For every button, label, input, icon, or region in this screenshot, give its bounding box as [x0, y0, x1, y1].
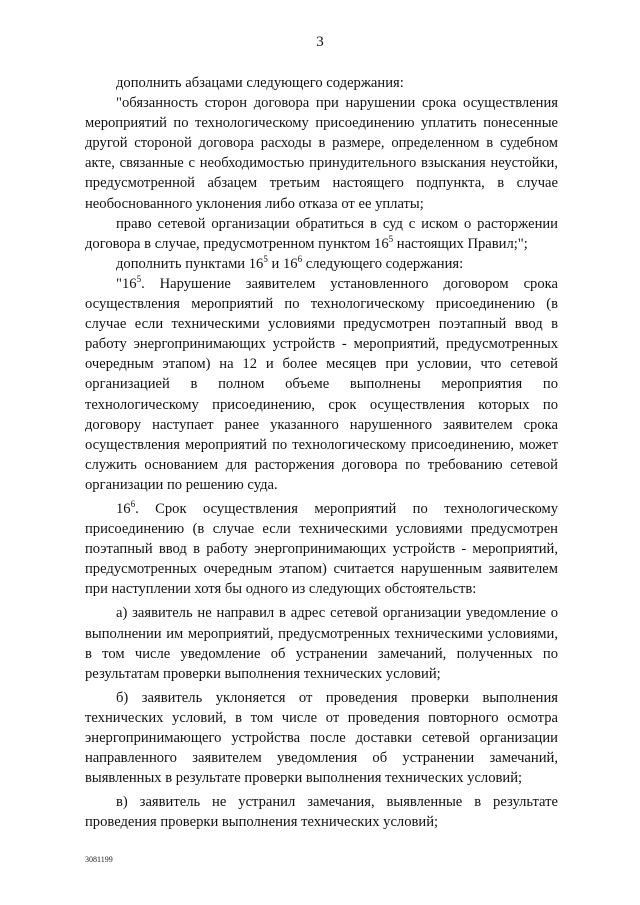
superscript: 6	[297, 253, 303, 264]
paragraph-right-to-sue	[85, 214, 558, 254]
page-number: 3	[316, 34, 324, 50]
point-number: 16	[116, 500, 131, 517]
point-16-6-text: . Срок осуществления мероприятий по технологическому присоединению (в случае если техническими условиями предусмотрен поэтапный ввод в работу энергопринимающих устройств - мероприятий, предусмотренных очередным этапом) считается нарушенным заявителем при наступлении хотя бы одного из следующих обстоятельств:	[85, 500, 558, 598]
superscript: 5	[263, 253, 268, 264]
add-points-text: дополнить пунктами 16	[116, 255, 264, 272]
superscript: 5	[136, 273, 142, 284]
document-body	[85, 73, 558, 832]
point-number: "16	[116, 275, 137, 292]
intro-paragraph: дополнить абзацами следующего содержания:	[116, 75, 404, 91]
list-item-b: б) заявитель уклоняется от проведения проверки выполнения технических условий, в том числе от проведения повторного осмотра энергопринимающего устройства после доставки сетевой организации направленного заявителем уведомления об устранении замечаний, выявленных в результате проверки выполнения технических условий;	[85, 689, 558, 787]
paragraph-right-text: право сетевой организации обратиться в суд с иском о расторжении договора в случае, предусмотренном пунктом 16	[85, 215, 558, 252]
paragraph-16-6	[85, 499, 558, 599]
add-points-tail: следующего содержания:	[302, 255, 464, 272]
paragraph-right-tail: настоящих Правил;";	[393, 235, 528, 252]
footer-document-code: 3081199	[85, 855, 113, 864]
paragraph-16-5	[85, 274, 558, 495]
point-16-5-text: . Нарушение заявителем установленного договором срока осуществления мероприятий по технологическому присоединению (в случае если техническими условиями предусмотрен поэтапный ввод в работу энергопринимающих устройств - мероприятий, предусмотренных очередным этапом) на 12 и более месяцев при условии, что сетевой организацией в полном объеме выполнены мероприятия по технологическому присоединению, срок осуществления которых по договору наступает ранее указанного нарушенного заявителем срока осуществления мероприятий по технологическому присоединению, может служить основанием для расторжения договора по требованию сетевой организации по решению суда.	[85, 275, 558, 493]
list-item-c: в) заявитель не устранил замечания, выявленные в результате проведения проверки выполнения технических условий;	[85, 794, 558, 831]
paragraph-add-points	[85, 254, 558, 274]
superscript: 5	[388, 233, 394, 244]
paragraph-obligation: "обязанность сторон договора при нарушении срока осуществления мероприятий по технологическому присоединению уплатить понесенные другой стороной договора расходы в размере, определенном в судебном акте, связанные с необходимостью принудительного взыскания неустойки, предусмотренной абзацем третьим настоящего подпункта, в случае необоснованного уклонения либо отказа от ее уплаты;	[85, 95, 558, 212]
list-item-a: а) заявитель не направил в адрес сетевой организации уведомление о выполнении им мероприятий, предусмотренных техническими условиями, в том числе уведомление об устранении замечаний, полученных по результатам проверки выполнения технических условий;	[85, 605, 558, 682]
superscript: 6	[130, 498, 136, 509]
add-points-mid: и 16	[267, 255, 298, 272]
